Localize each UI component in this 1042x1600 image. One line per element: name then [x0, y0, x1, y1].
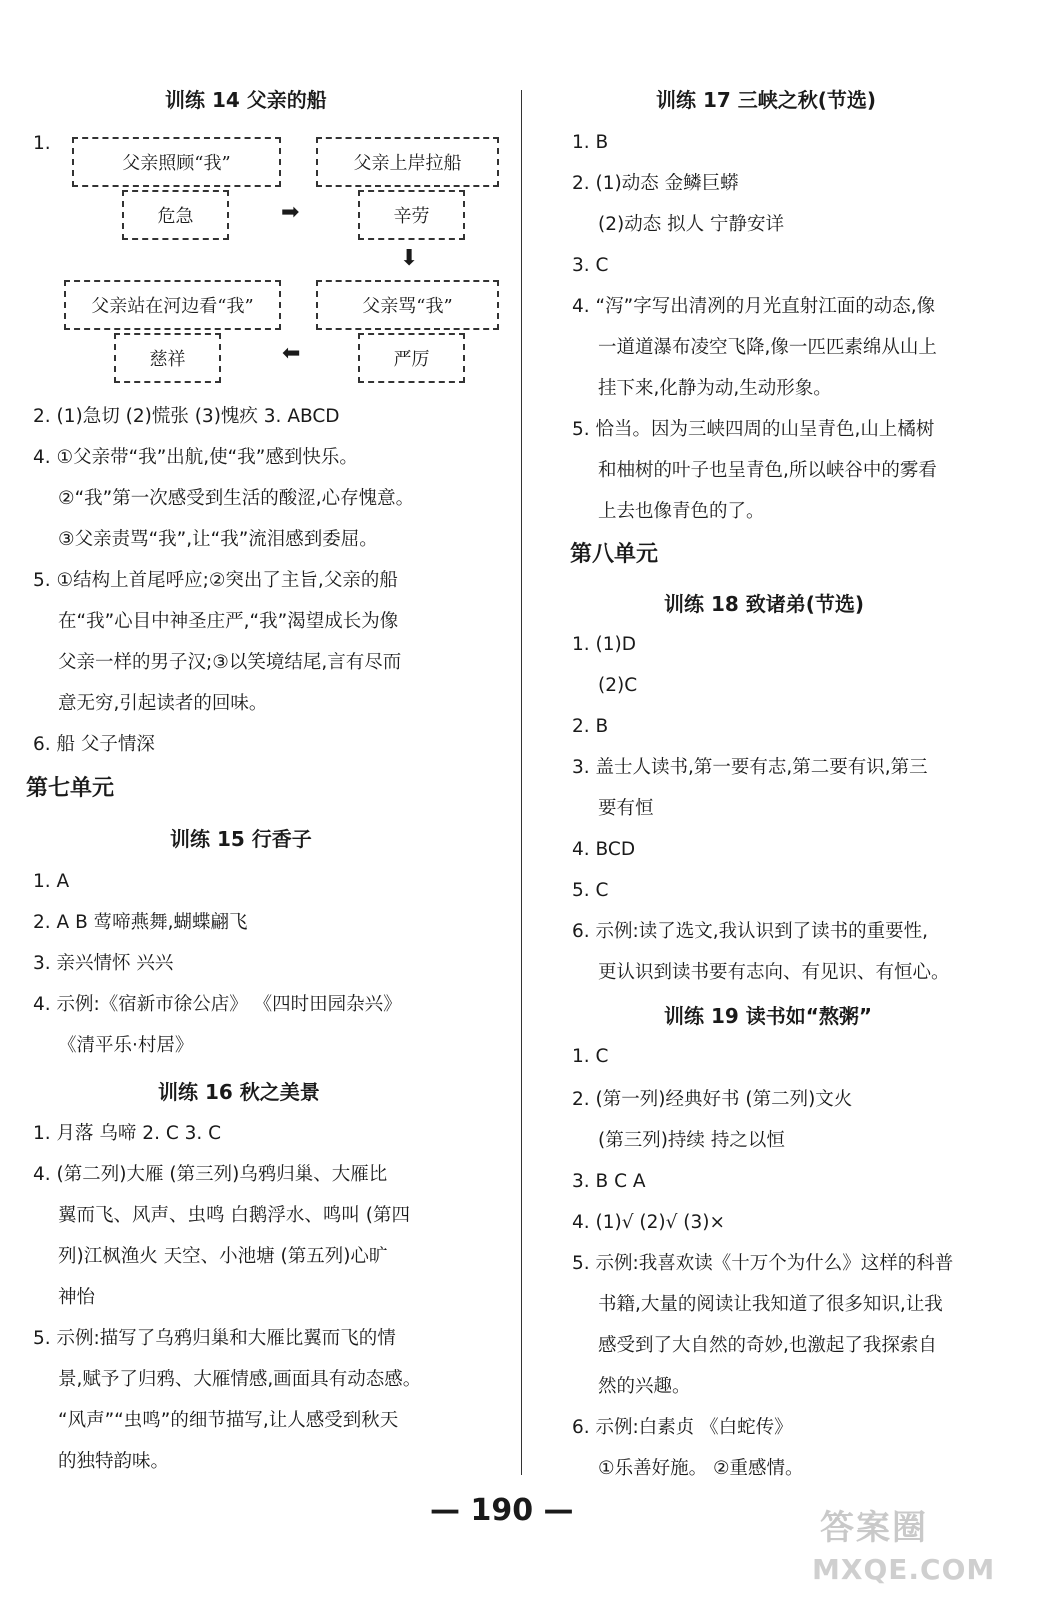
answer-line: ①乐善好施。 ②重感情。: [598, 1458, 804, 1479]
unit-heading: 第七单元: [26, 776, 115, 801]
diagram-box: 父亲照顾“我”: [72, 137, 281, 187]
diagram-box: 父亲站在河边看“我”: [64, 280, 281, 330]
answer-line: 2. A B 莺啼燕舞,蝴蝶翩飞: [33, 912, 248, 933]
arrow-down-icon: ⬇: [400, 246, 419, 271]
arrow-left-icon: ⬅: [282, 341, 301, 366]
section-title-training-15: 训练 15 行香子: [170, 827, 312, 851]
section-title-training-17: 训练 17 三峡之秋(节选): [656, 88, 877, 112]
answer-line: 5. ①结构上首尾呼应;②突出了主旨,父亲的船: [33, 570, 398, 591]
answer-line: ②“我”第一次感受到生活的酸涩,心存愧意。: [58, 488, 415, 509]
answer-line: 2. (第一列)经典好书 (第二列)文火: [572, 1089, 853, 1110]
answer-line: 和柚树的叶子也呈青色,所以峡谷中的雾看: [598, 460, 937, 481]
diagram-box: 父亲骂“我”: [316, 280, 499, 330]
answer-line: 3. C: [572, 255, 609, 276]
answer-line: 景,赋予了归鸦、大雁情感,画面具有动态感。: [58, 1369, 422, 1390]
answer-line: 1. C: [572, 1046, 609, 1067]
answer-line: 列)江枫渔火 天空、小池塘 (第五列)心旷: [58, 1246, 388, 1267]
diagram-box: 辛劳: [358, 190, 465, 240]
answer-line: 4. “泻”字写出清冽的月光直射江面的动态,像: [572, 296, 936, 317]
answer-line: 4. BCD: [572, 839, 636, 860]
answer-line: 上去也像青色的了。: [598, 501, 765, 522]
answer-line: 2. B: [572, 716, 609, 737]
diagram-box: 慈祥: [114, 333, 221, 383]
diagram-box: 父亲上岸拉船: [316, 137, 499, 187]
answer-line: 2. (1)动态 金鳞巨蟒: [572, 173, 739, 194]
answer-line: 4. ①父亲带“我”出航,使“我”感到快乐。: [33, 447, 358, 468]
answer-line: 然的兴趣。: [598, 1376, 691, 1397]
answer-line: 5. 示例:描写了乌鸦归巢和大雁比翼而飞的情: [33, 1328, 396, 1349]
answer-line: 一道道瀑布凌空飞降,像一匹匹素绵从山上: [598, 337, 937, 358]
answer-line: 2. (1)急切 (2)慌张 (3)愧疚 3. ABCD: [33, 406, 340, 427]
answer-line: 的独特韵味。: [58, 1451, 170, 1472]
answer-line: 要有恒: [598, 798, 654, 819]
answer-line: 《清平乐·村居》: [58, 1035, 194, 1056]
answer-line: (2)C: [598, 675, 638, 696]
watermark-url: MXQE.COM: [812, 1553, 996, 1586]
answer-line: 意无穷,引起读者的回味。: [58, 693, 268, 714]
answer-line: 3. 盖士人读书,第一要有志,第二要有识,第三: [572, 757, 928, 778]
arrow-right-icon: ➡: [281, 200, 300, 225]
answer-line: 5. 恰当。因为三峡四周的山呈青色,山上橘树: [572, 419, 935, 440]
answer-line: 神怡: [58, 1287, 96, 1308]
answer-line: “风声”“虫鸣”的细节描写,让人感受到秋天: [58, 1410, 399, 1431]
answer-line: 4. 示例:《宿新市徐公店》 《四时田园杂兴》: [33, 994, 402, 1015]
unit-heading: 第八单元: [570, 542, 659, 567]
answer-line: 4. (第二列)大雁 (第三列)乌鸦归巢、大雁比: [33, 1164, 388, 1185]
diagram-box: 严厉: [358, 333, 465, 383]
answer-line: 1. 月落 乌啼 2. C 3. C: [33, 1123, 222, 1144]
answer-line: 挂下来,化静为动,生动形象。: [598, 378, 832, 399]
answer-line: 5. C: [572, 880, 609, 901]
answer-line: 翼而飞、风声、虫鸣 白鹅浮水、鸣叫 (第四: [58, 1205, 410, 1226]
answer-line: 5. 示例:我喜欢读《十万个为什么》这样的科普: [572, 1253, 954, 1274]
answer-line: 更认识到读书要有志向、有见识、有恒心。: [598, 962, 950, 983]
answer-line: 父亲一样的男子汉;③以笑境结尾,言有尽而: [58, 652, 402, 673]
question-number: 1.: [33, 133, 51, 154]
answer-line: 6. 船 父子情深: [33, 734, 155, 755]
answer-line: (第三列)持续 持之以恒: [598, 1130, 785, 1151]
answer-line: 在“我”心目中神圣庄严,“我”渴望成长为像: [58, 611, 399, 632]
answer-line: 书籍,大量的阅读让我知道了很多知识,让我: [598, 1294, 943, 1315]
answer-line: 6. 示例:白素贞 《白蛇传》: [572, 1417, 793, 1438]
answer-line: 1. A: [33, 871, 70, 892]
answer-line: 3. 亲兴情怀 兴兴: [33, 953, 174, 974]
watermark-logo: 答案圈: [820, 1508, 928, 1548]
answer-line: 感受到了大自然的奇妙,也激起了我探索自: [598, 1335, 937, 1356]
answer-line: 1. (1)D: [572, 634, 636, 655]
answer-line: 1. B: [572, 132, 609, 153]
section-title-training-16: 训练 16 秋之美景: [158, 1080, 320, 1104]
section-title-training-14: 训练 14 父亲的船: [165, 88, 327, 112]
section-title-training-18: 训练 18 致诸弟(节选): [664, 592, 865, 616]
answer-line: (2)动态 拟人 宁静安详: [598, 214, 784, 235]
answer-line: 3. B C A: [572, 1171, 646, 1192]
page-number: — 190 —: [430, 1493, 574, 1528]
column-divider: [521, 90, 522, 1475]
answer-line: 6. 示例:读了选文,我认识到了读书的重要性,: [572, 921, 929, 942]
answer-line: 4. (1)√ (2)√ (3)×: [572, 1212, 725, 1233]
diagram-box: 危急: [122, 190, 229, 240]
answer-line: ③父亲责骂“我”,让“我”流泪感到委屈。: [58, 529, 378, 550]
section-title-training-19: 训练 19 读书如“熬粥”: [664, 1004, 873, 1028]
